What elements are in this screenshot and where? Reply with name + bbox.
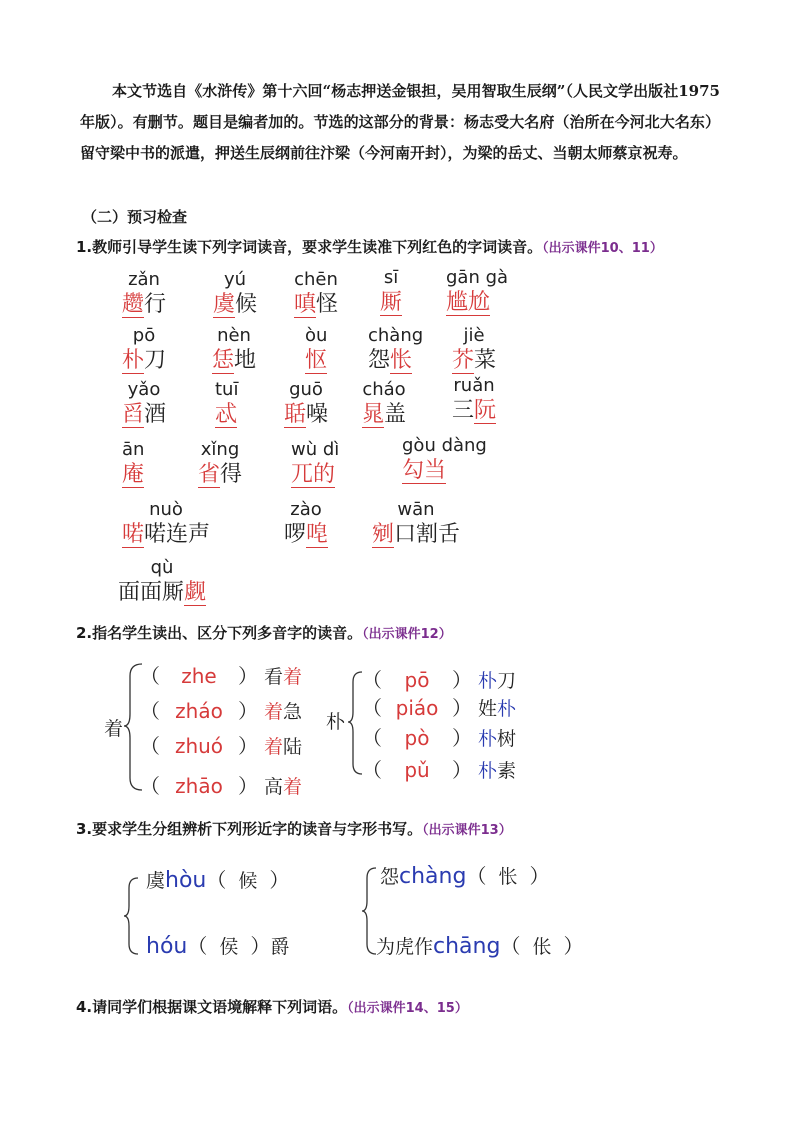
paren-open: （ [362,726,382,750]
vocab-suffix: 菜 [474,348,497,373]
question-1 [76,236,663,257]
pu-word: 朴树 [478,728,517,750]
vocab-pinyin: jiè [463,325,485,346]
vocab-pinyin: tuī [215,379,239,400]
vocab-suffix: 口割舌 [394,522,461,547]
chang-row-1: 怨chàng（ 怅 ） [380,864,550,889]
zhe-row [140,660,302,689]
paren-close: ） [238,664,258,688]
vocab-item [122,500,210,550]
vocab-pinyin: zào [290,499,322,520]
question-3-text: 3.要求学生分组辨析下列形近字的读音与字形书写。 [76,820,423,838]
vocab-suffix: 刀 [144,348,167,373]
vocab-item [198,440,242,490]
zhe-pinyin-answer: zhe [181,664,217,688]
vocab-pinyin: guō [289,379,323,400]
question-4 [76,996,468,1017]
section-title: （二）预习检查 [82,208,188,226]
zhe-pinyin-answer: zhuó [174,734,224,758]
vocab-item [122,380,166,430]
vocab-target-char: 聒 [284,402,307,427]
vocab-suffix: 地 [234,348,257,373]
vocab-pinyin: wù dì [291,439,340,460]
vocab-item [212,326,256,376]
vocab-target-char: 虞 [213,292,236,317]
vocab-suffix: 候 [235,292,258,317]
pu-head-char: 朴 [326,711,346,733]
vocab-pinyin: wān [397,499,435,520]
hou-row-1-pinyin: hòu [165,868,207,893]
paren-close: ） [452,758,472,782]
vocab-pinyin: òu [305,325,328,346]
vocab-suffix: 喏连声 [144,522,211,547]
paren-open: （ [362,668,382,692]
hou-row-1-pre: 虞 [146,870,166,892]
zhe-pinyin-answer: zháo [175,699,223,723]
vocab-item [362,380,406,430]
chang-row-2: 为虎作chāng（ 伥 ） [376,934,584,959]
hou-row-2: hóu（ 侯 ）爵 [146,934,290,959]
vocab-target-char: 唣 [306,522,329,547]
vocab-pinyin: nèn [217,325,251,346]
vocab-pinyin: pō [132,325,156,346]
vocab-item [284,500,328,550]
vocab-pinyin: ruǎn [453,375,495,396]
paren-open: （ [140,734,160,758]
vocab-target-char: 恁 [212,348,235,373]
vocab-target-char: 朴 [122,348,145,373]
question-2-text: 2.指名学生读出、区分下列多音字的读音。 [76,624,363,642]
vocab-item [402,436,487,486]
vocab-target-char: 嗔 [294,292,317,317]
pu-word: 朴刀 [478,670,517,692]
vocab-item [122,326,166,376]
chang-row-2-pre: 为虎作 [376,936,434,958]
chang-row-1-answer: 怅 [498,866,518,888]
hou-brace [124,876,140,956]
vocab-item [118,558,206,608]
vocab-prefix: 啰 [284,522,307,547]
vocab-prefix: 怨 [368,348,391,373]
zhe-row [140,695,302,724]
question-3 [76,818,512,839]
vocab-target-char: 剜 [372,522,395,547]
paren-open: （ [140,699,160,723]
vocab-target-char: 庵 [122,462,145,487]
vocab-target-char: 尴尬 [446,290,491,315]
vocab-item [305,326,327,376]
zhe-row [140,730,302,759]
vocab-item [291,440,339,490]
question-1-note: （出示课件10、11） [542,241,663,256]
zhe-word: 着陆 [264,736,303,758]
pu-row [362,754,516,783]
paren-close: ） [452,726,472,750]
question-3-note: （出示课件13） [422,823,512,838]
vocab-item [380,268,402,318]
pu-row [362,722,516,751]
vocab-target-char: 舀 [122,402,145,427]
vocab-pinyin: zǎn [128,269,160,290]
hou-row-2-post: 爵 [270,936,290,958]
intro-text: 本文节选自《水浒传》第十六回“杨志押送金银担，吴用智取生辰纲”（人民文学出版社1975年版）。有删节。题目是编者加的。节选的这部分的背景：杨志受大名府（治所在今河北大名东）留守梁中书的派遣，押送生辰纲前往汴梁（今河南开封），为梁的岳丈、当朝太师蔡京祝寿。 [80,82,720,162]
vocab-pinyin: gān gà [446,267,509,288]
vocab-target-char: 怄 [305,348,328,373]
vocab-suffix: 盖 [384,402,407,427]
vocab-suffix: 怪 [316,292,339,317]
hou-row-2-pinyin: hóu [146,934,188,959]
vocab-pinyin: cháo [362,379,406,400]
chang-row-2-answer: 伥 [532,936,552,958]
paren-open: （ [140,774,160,798]
vocab-target-char: 觑 [184,580,207,605]
vocab-item [122,270,166,320]
vocab-item [213,270,257,320]
vocab-pinyin: qù [150,557,174,578]
vocab-item [122,440,144,490]
question-4-note: （出示课件14、15） [347,1001,468,1016]
paren-open: （ [362,758,382,782]
zhe-word: 着急 [264,701,303,723]
vocab-prefix: 面面厮 [118,580,185,605]
paren-close: ） [238,699,258,723]
vocab-target-char: 兀的 [291,462,336,487]
vocab-item [446,268,508,318]
paren-close: ） [238,734,258,758]
question-2 [76,622,452,643]
vocab-suffix: 行 [144,292,167,317]
vocab-pinyin: sī [383,267,399,288]
vocab-suffix: 酒 [144,402,167,427]
vocab-item [372,500,460,550]
paren-close: ） [238,774,258,798]
vocab-pinyin: gòu dàng [402,435,487,456]
vocab-suffix: 得 [220,462,243,487]
paren-open: （ [362,696,382,720]
vocab-target-char: 怅 [390,348,413,373]
zhe-row [140,770,302,799]
pu-word: 朴素 [478,760,517,782]
vocab-pinyin: xǐng [200,439,240,460]
pu-pinyin-answer: pō [404,668,430,692]
chang-row-2-pinyin: chāng [433,934,501,959]
vocab-pinyin: chēn [294,269,338,290]
vocab-pinyin: nuò [149,499,183,520]
vocab-item [368,326,423,376]
vocab-pinyin: ān [122,439,145,460]
question-4-text: 4.请同学们根据课文语境解释下列词语。 [76,998,348,1016]
paren-open: （ [140,664,160,688]
pu-row [362,692,516,721]
zhe-pinyin-answer: zhāo [175,774,223,798]
hou-row-2-answer: 侯 [219,936,239,958]
vocab-pinyin: yǎo [127,379,161,400]
vocab-target-char: 勾当 [402,458,447,483]
vocab-target-char: 忒 [215,402,238,427]
question-2-note: （出示课件12） [362,627,452,642]
pu-row [362,664,516,693]
pu-pinyin-answer: pò [404,726,430,750]
question-1-text: 1.教师引导学生读下列字词读音，要求学生读准下列红色的字词读音。 [76,238,543,256]
pu-pinyin-answer: piáo [395,696,439,720]
hou-row-1: 虞hòu（ 候 ） [146,868,290,893]
intro-paragraph [80,76,720,169]
vocab-item [284,380,328,430]
vocab-item [452,326,496,376]
vocab-target-char: 喏 [122,522,145,547]
pu-word: 姓朴 [478,698,517,720]
vocab-pinyin: chàng [368,325,424,346]
vocab-target-char: 厮 [380,290,403,315]
vocab-target-char: 省 [198,462,221,487]
vocab-target-char: 芥 [452,348,475,373]
vocab-target-char: 趱 [122,292,145,317]
zhe-word: 高着 [264,776,303,798]
pu-pinyin-answer: pǔ [404,758,430,782]
zhe-word: 看着 [264,666,303,688]
vocab-target-char: 阮 [474,398,497,423]
vocab-suffix: 噪 [306,402,329,427]
chang-row-1-pre: 怨 [380,866,400,888]
vocab-prefix: 三 [452,398,475,423]
paren-close: ） [452,696,472,720]
vocab-item [294,270,338,320]
paren-close: ） [452,668,472,692]
vocab-item [215,380,238,430]
chang-row-1-pinyin: chàng [399,864,467,889]
zhe-head-char: 着 [104,718,124,740]
hou-row-1-answer: 候 [238,870,258,892]
vocab-item [452,376,496,426]
vocab-target-char: 晁 [362,402,385,427]
vocab-pinyin: yú [223,269,247,290]
